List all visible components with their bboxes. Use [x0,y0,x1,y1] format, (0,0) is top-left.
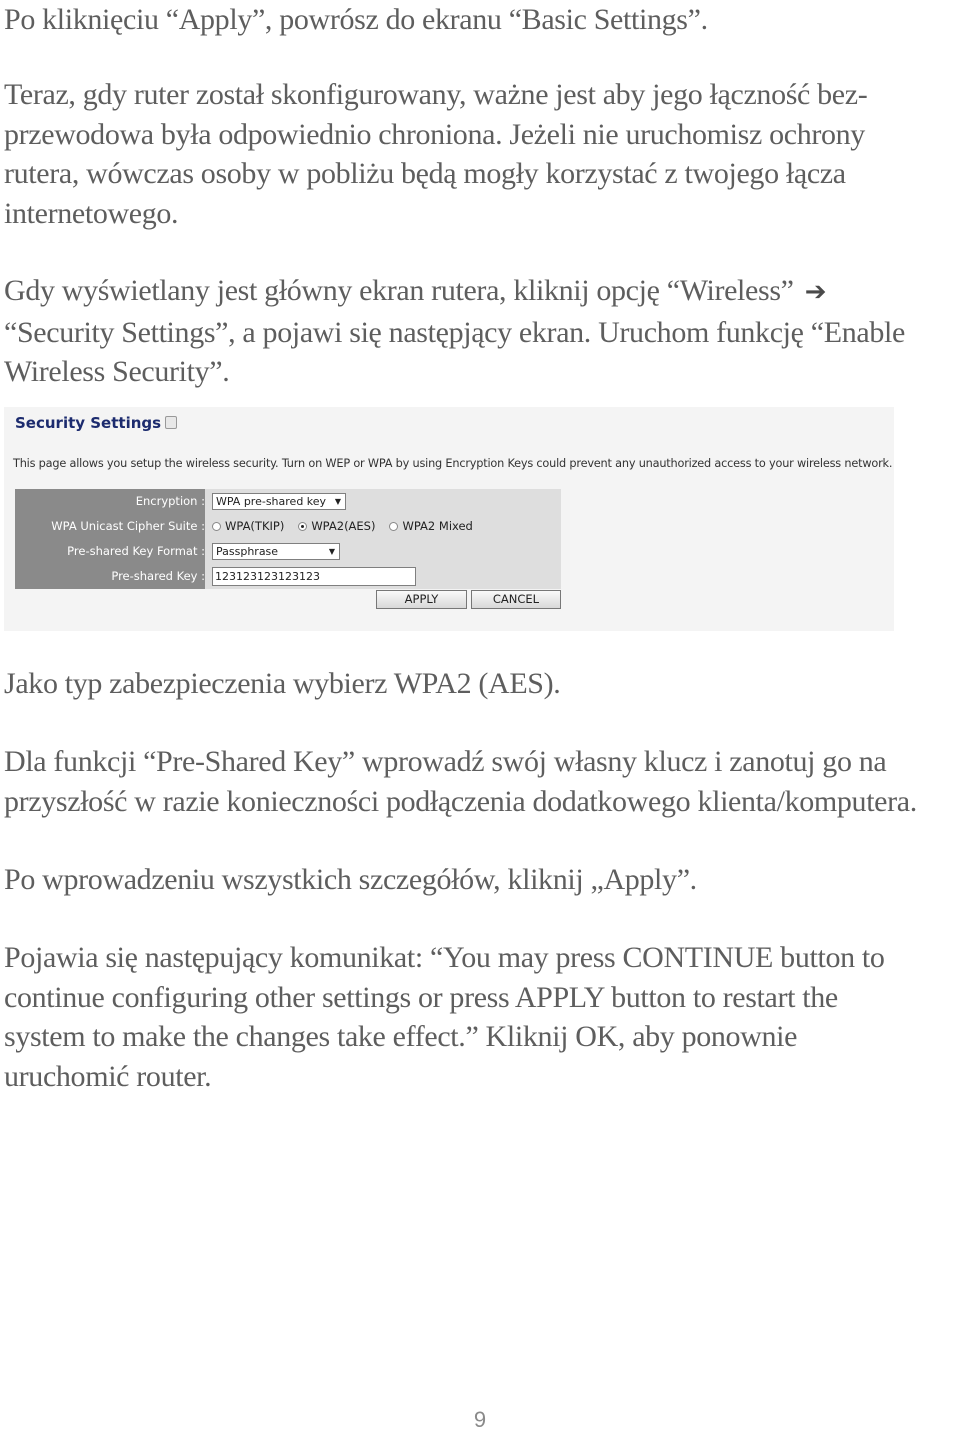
cancel-button[interactable]: CANCEL [471,590,561,609]
form-row-encryption [15,489,561,514]
paragraph-restart-message [4,938,960,1096]
pre-shared-key-cell [205,564,561,589]
text-segment: Gdy wyświetlany jest główny ekran rutera, kliknij opcję “Wireless” [4,274,794,307]
chevron-down-icon: ▼ [328,546,335,556]
radio-label-wpa2-aes: WPA2(AES) [311,519,376,534]
text-line: Jako typ zabezpieczenia wybierz WPA2 (AES). [4,667,561,700]
text-line: “Security Settings”, a pojawi się następjący ekran. Uruchom funkcję “Enable [4,315,905,349]
text-line: system to make the changes take effect.” Kliknij OK, aby ponownie [4,1020,798,1053]
cipher-suite-label: WPA Unicast Cipher Suite : [15,514,205,539]
security-settings-title [15,414,177,432]
arrow-right-icon: ➔ [804,277,827,307]
cipher-suite-cell [205,514,561,539]
security-settings-description: This page allows you setup the wireless security. Turn on WEP or WPA by using Encryption Keys could prevent any unauthorized access to your wireless network. [13,457,893,470]
paragraph-pre-shared-key [4,742,960,821]
radio-wpa-tkip[interactable] [212,522,221,531]
text-line: internetowego. [4,196,179,230]
text-line [4,271,960,313]
text-line: uruchomić router. [4,1059,212,1093]
router-security-settings-screenshot [4,407,894,631]
text-line: Pojawia się następujący komunikat: “You may press CONTINUE button to [4,941,885,974]
form-row-cipher-suite [15,514,561,539]
form-row-pre-shared-key [15,564,561,589]
security-form [15,489,561,589]
radio-wpa2-aes[interactable] [298,522,307,531]
paragraph-choose-wpa2 [4,664,960,704]
text-line: rutera, wówczas osoby w pobliżu będą mogły korzystać z twojego łącza [4,157,846,190]
text-line: continue configuring other settings or press APPLY button to restart the [4,980,838,1014]
encryption-select[interactable] [212,493,346,510]
form-row-key-format [15,539,561,564]
key-format-label: Pre-shared Key Format : [15,539,205,564]
security-settings-title-text: Security Settings [15,414,162,432]
text-line: przewodowa była odpowiednio chroniona. Jeżeli nie uruchomisz ochrony [4,117,865,151]
paragraph-click-apply [4,860,960,900]
chevron-down-icon: ▼ [334,496,341,506]
paragraph-wireless-security-instructions [4,271,960,392]
text-line: Po kliknięciu “Apply”, powrósz do ekranu “Basic Settings”. [4,3,708,36]
text-line: Dla funkcji “Pre-Shared Key” wprowadź swój własny klucz i zanotuj go na [4,745,887,778]
radio-label-wpa2-mixed: WPA2 Mixed [402,519,473,534]
help-icon [165,416,177,429]
encryption-cell [205,489,561,514]
text-line: Teraz, gdy ruter został skonfigurowany, ważne jest aby jego łączność bez- [4,78,868,111]
text-line: przyszłość w razie konieczności podłączenia dodatkowego klienta/komputera. [4,784,917,818]
radio-label-wpa-tkip: WPA(TKIP) [225,519,285,534]
pre-shared-key-label: Pre-shared Key : [15,564,205,589]
pre-shared-key-input[interactable]: 123123123123123 [212,567,416,586]
encryption-select-value: WPA pre-shared key [216,494,327,508]
text-line: Wireless Security”. [4,355,230,388]
paragraph-security-intro [4,75,960,233]
key-format-select-value: Passphrase [216,544,279,558]
text-line: Po wprowadzeniu wszystkich szczegółów, kliknij „Apply”. [4,863,697,896]
encryption-label: Encryption : [15,489,205,514]
apply-button[interactable]: APPLY [376,590,467,609]
radio-wpa2-mixed[interactable] [389,522,398,531]
cipher-suite-radio-group [212,519,487,533]
key-format-select[interactable] [212,543,340,560]
page-number: 9 [473,1407,487,1432]
paragraph-apply-return [4,0,960,40]
key-format-cell [205,539,561,564]
